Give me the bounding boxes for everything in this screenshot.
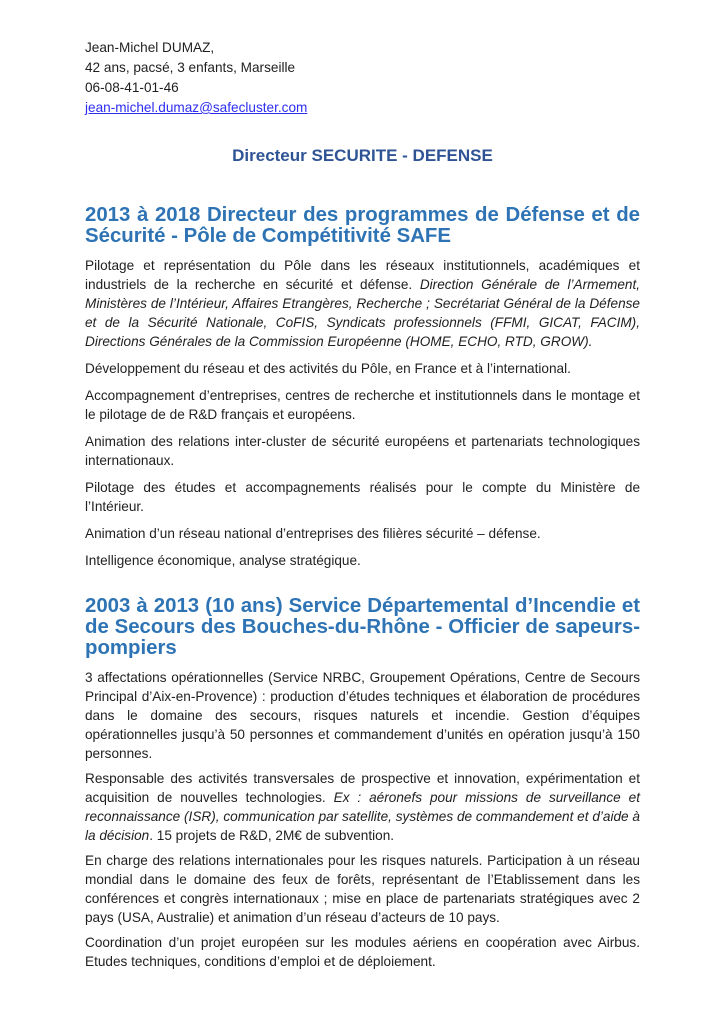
- text-run: En charge des relations internationales pour les risques naturels. Participation à un réseau mondial dans le domaine des feux de forêts, représentant de l’Etablissement dans les conférences et congrès internationaux ; mise en place de partenariats stratégiques avec 2 pays (USA, Australie) et animation d’un réseau d’acteurs de 10 pays.: [85, 853, 640, 925]
- text-run: 3 affectations opérationnelles (Service NRBC, Groupement Opérations, Centre de Secours Principal d’Aix-en-Provence) : production d’études techniques et élaboration de procédures dans le domaine des secours, risques naturels et incendie. Gestion d’équipes opérationnelles jusqu’à 50 personnes et commandement d’unités en opération jusqu’à 150 personnes.: [85, 670, 640, 761]
- paragraph: [85, 668, 640, 763]
- email-link[interactable]: jean-michel.dumaz@safecluster.com: [85, 100, 308, 115]
- document-title: Directeur SECURITE - DEFENSE: [232, 146, 493, 165]
- paragraph: [85, 769, 640, 845]
- contact-email-line: [85, 98, 640, 118]
- paragraph: [85, 359, 640, 378]
- section-heading-2003-2013: 2003 à 2013 (10 ans) Service Départemental d’Incendie et de Secours des Bouches-du-Rhône - Officier de sapeurs-pompiers: [85, 595, 640, 659]
- contact-name: Jean-Michel DUMAZ,: [85, 40, 215, 55]
- text-run: . 15 projets de R&D, 2M€ de subvention.: [149, 828, 395, 843]
- text-run: Pilotage et représentation du Pôle dans les réseaux institutionnels, académiques et industriels de la recherche en sécurité et défense.: [85, 258, 640, 292]
- section-2003-2013: [85, 596, 640, 971]
- text-run: Intelligence économique, analyse stratégique.: [85, 553, 361, 568]
- paragraph: [85, 933, 640, 971]
- text-run: Accompagnement d’entreprises, centres de recherche et institutionnels dans le montage et le pilotage de de R&D français et européens.: [85, 388, 640, 422]
- text-run: Animation des relations inter-cluster de sécurité européens et partenariats technologiques internationaux.: [85, 434, 640, 468]
- text-run-italic: Ex : aéronefs pour missions de surveillance et reconnaissance (ISR), communication par satellite, systèmes de commandement et d’aide à la décision: [85, 790, 640, 843]
- paragraph: [85, 524, 640, 543]
- section-2013-2018: [85, 205, 640, 570]
- paragraph: [85, 386, 640, 424]
- text-run-italic: Direction Générale de l’Armement, Ministères de l’Intérieur, Affaires Etrangères, Recherche ; Secrétariat Général de la Défense et de la Sécurité Nationale, CoFIS, Syndicats professionnels (FFMI, GICAT, FACIM), Directions Générales de la Commission Européenne (HOME, ECHO, RTD, GROW).: [85, 277, 640, 349]
- contact-header: [85, 38, 640, 118]
- contact-phone: 06-08-41-01-46: [85, 80, 179, 95]
- paragraph: [85, 478, 640, 516]
- contact-info: 42 ans, pacsé, 3 enfants, Marseille: [85, 60, 296, 75]
- paragraph: [85, 432, 640, 470]
- text-run: Pilotage des études et accompagnements réalisés pour le compte du Ministère de l’Intérieur.: [85, 480, 640, 514]
- text-run: Responsable des activités transversales de prospective et innovation, expérimentation et acquisition de nouvelles technologies.: [85, 771, 640, 805]
- text-run: Animation d’un réseau national d’entreprises des filières sécurité – défense.: [85, 526, 541, 541]
- paragraph: [85, 551, 640, 570]
- paragraph: [85, 851, 640, 927]
- text-run: Coordination d’un projet européen sur les modules aériens en coopération avec Airbus. Etudes techniques, conditions d’emploi et de déploiement.: [85, 935, 640, 969]
- paragraph: [85, 256, 640, 351]
- text-run: Développement du réseau et des activités du Pôle, en France et à l’international.: [85, 361, 571, 376]
- section-heading-2013-2018: 2013 à 2018 Directeur des programmes de Défense et de Sécurité - Pôle de Compétitivité SAFE: [85, 204, 640, 247]
